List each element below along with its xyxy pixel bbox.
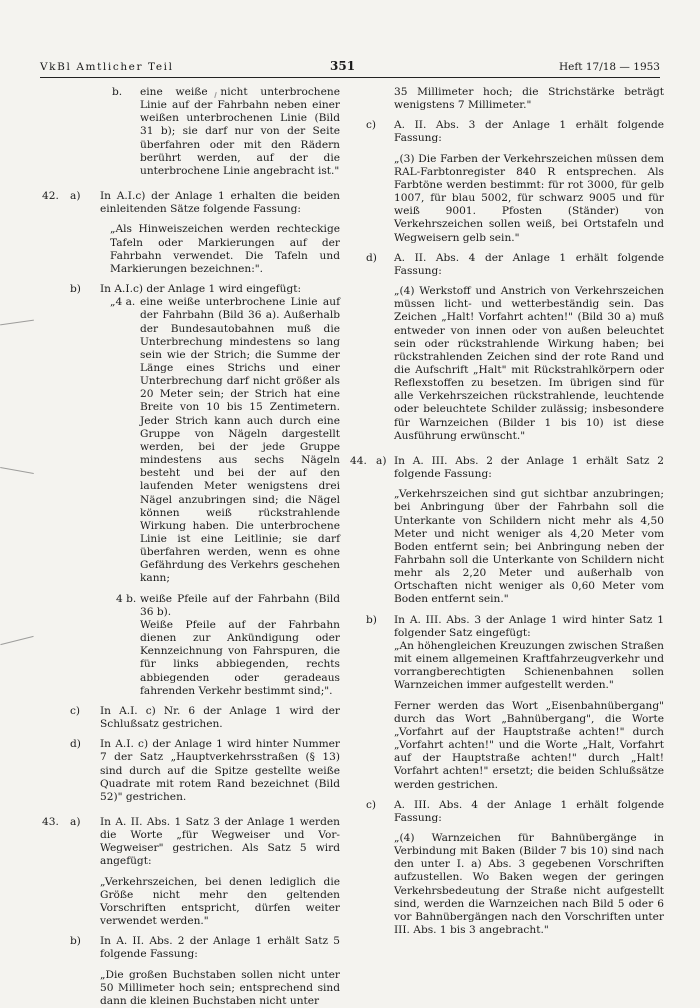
item-text: In A. III. Abs. 2 der Anlage 1 erhält Satz 2 folgende Fassung: bbox=[394, 454, 664, 481]
item-marker: c) bbox=[366, 798, 377, 811]
quote-text: weiße Pfeile auf der Fahrbahn (Bild 36 b). bbox=[140, 592, 340, 618]
quote-44c bbox=[364, 832, 664, 937]
section-43c bbox=[364, 119, 664, 145]
item-marker: c) bbox=[366, 119, 377, 132]
margin-scratch bbox=[0, 636, 33, 645]
item-marker: b) bbox=[70, 283, 81, 296]
header-page-number: 351 bbox=[330, 59, 356, 73]
quote-text: „Verkehrszeichen sind gut sichtbar anzubringen; bei Anbringung über der Fahrbahn soll die Unterkante von Schildern nicht mehr als 4,50 Meter und nicht weniger als 4,20 Meter vom Boden entfernt sein; bei Anbringung neben der Fahrbahn soll die Unterkante von Schildern nicht mehr als 2,20 Meter und außerhalb von Ortschaften nicht weniger als 0,60 Meter vom Boden entfernt sein." bbox=[394, 488, 664, 606]
item-marker: b. bbox=[112, 86, 123, 98]
quote-text: „Als Hinweiszeichen werden rechteckige Tafeln oder Markierungen auf der Fahrbahn verwendet. Die Tafeln und Markierungen bezeichnen:". bbox=[110, 223, 340, 275]
item-marker: „4 a. bbox=[110, 296, 136, 309]
quote-43c bbox=[364, 153, 664, 245]
item-marker: a) bbox=[70, 815, 81, 828]
quote-text: „Die großen Buchstaben sollen nicht unter 50 Millimeter hoch sein; entsprechend sind dann die kleinen Buchstaben nicht unter bbox=[100, 968, 340, 1007]
item-marker: d) bbox=[366, 251, 377, 264]
section-43a bbox=[40, 816, 340, 869]
item-text: A. II. Abs. 4 der Anlage 1 erhält folgende Fassung: bbox=[394, 251, 664, 277]
item-marker: d) bbox=[70, 738, 81, 751]
section-42a bbox=[40, 190, 340, 216]
item-marker: 4 b. bbox=[116, 592, 137, 605]
quote-text: „Verkehrszeichen, bei denen lediglich die Größe nicht mehr den geltenden Vorschriften entspricht, dürfen weiter verwendet werden." bbox=[100, 875, 340, 928]
item-marker: c) bbox=[70, 704, 81, 717]
section-number: 44. bbox=[350, 454, 367, 467]
right-column bbox=[350, 86, 664, 937]
item-text: In A. III. Abs. 3 der Anlage 1 wird hinter Satz 1 folgender Satz eingefügt: bbox=[394, 613, 664, 639]
quote-43a bbox=[40, 876, 340, 929]
quote-42a bbox=[40, 223, 340, 276]
section-43d bbox=[364, 252, 664, 278]
header-journal-title: VkBl Amtlicher Teil bbox=[40, 61, 174, 73]
left-column bbox=[40, 86, 340, 1008]
quote-43b-continued bbox=[364, 86, 664, 112]
quote-text: „(4) Warnzeichen für Bahnübergänge in Verbindung mit Baken (Bilder 7 bis 10) sind nach den unter I. a) Abs. 3 gegebenen Vorschriften aufzustellen. Wo Baken wegen der geringen Verkehrsbedeutung der Straße nicht aufgestellt sind, werden die Warnzeichen nach Bild 5 oder 6 vor Bahnübergängen nach den Vorschriften unter III. Abs. 1 bis 3 angebracht." bbox=[394, 831, 664, 937]
item-b-continued bbox=[40, 86, 340, 178]
quote-text: eine weiße unterbrochene Linie auf der Fahrbahn (Bild 36 a). Außerhalb der Bundesautobahnen muß die Unterbrechung mindestens so lang sein wie der Strich; die Summe der Länge eines Strichs und einer Unterbrechung darf nicht größer als 20 Meter sein; der Strich hat eine Breite von 10 bis 15 Zentimetern. Jeder Strich kann auch durch eine Gruppe von Nägeln dargestellt werden, bei der jede Gruppe mindestens aus sechs Nägeln besteht und bei der auf den laufenden Meter wenigstens drei Nägel anzubringen sind; die Nägel können weiß rückstrahlende Wirkung haben. Die unterbrochene Linie ist eine Leitlinie; sie darf überfahren werden, wenn es ohne Gefährdung des Verkehrs geschehen kann; bbox=[140, 296, 340, 585]
section-44b bbox=[364, 614, 664, 640]
item-text: A. III. Abs. 4 der Anlage 1 erhält folgende Fassung: bbox=[394, 798, 664, 824]
header-rule bbox=[40, 77, 660, 78]
quote-43d bbox=[364, 285, 664, 443]
item-text: In A.I.c) der Anlage 1 erhalten die beiden einleitenden Sätze folgende Fassung: bbox=[100, 190, 340, 216]
quote-text: 35 Millimeter hoch; die Strichstärke beträgt wenigstens 7 Millimeter." bbox=[394, 86, 664, 112]
item-text: In A.I.c) der Anlage 1 wird eingefügt: bbox=[100, 283, 302, 296]
item-marker: b) bbox=[366, 613, 377, 626]
item-text: In A. II. Abs. 2 der Anlage 1 erhält Satz 5 folgende Fassung: bbox=[100, 935, 340, 961]
item-text: A. II. Abs. 3 der Anlage 1 erhält folgende Fassung: bbox=[394, 119, 664, 145]
quote-text: „(3) Die Farben der Verkehrszeichen müssen dem RAL-Farbtonregister 840 R entsprechen. Als Farbtöne werden bestimmt: für rot 3000, für gelb 1007, für blau 5002, für schwarz 9005 und für weiß 9001. Pfosten (Ständer) von Verkehrszeichen sollen weiß, bei Ortstafeln und Wegweisern gelb sein." bbox=[394, 152, 664, 244]
page-header bbox=[40, 61, 660, 77]
item-marker: a) bbox=[376, 454, 387, 467]
section-number: 43. bbox=[42, 815, 59, 828]
item-marker: b) bbox=[70, 935, 81, 948]
quote-44a bbox=[364, 488, 664, 606]
section-43b bbox=[40, 935, 340, 961]
margin-scratch bbox=[0, 320, 34, 326]
header-issue: Heft 17/18 — 1953 bbox=[559, 61, 660, 73]
quote-4a bbox=[40, 296, 340, 585]
quote-text: Weiße Pfeile auf der Fahrbahn dienen zur Ankündigung oder Kennzeichnung von Fahrspuren, die für links abbiegenden, rechts abbiegenden oder geradeaus fahrenden Verkehr bestimmt sind;". bbox=[140, 618, 340, 697]
item-text: eine weiße nicht unterbrochene Linie auf der Fahrbahn neben einer weißen unterbrochenen Linie (Bild 31 b); sie darf nur von der Seite überfahren oder mit den Rädern berührt werden, auf der die unterbrochene Linie angebracht ist." bbox=[140, 86, 340, 177]
section-44a bbox=[350, 454, 664, 481]
item-text: In A. II. Abs. 1 Satz 3 der Anlage 1 werden die Worte „für Wegweiser und Vor-Wegweiser" gestrichen. Als Satz 5 wird angefügt: bbox=[100, 815, 340, 868]
item-text: In A.I. c) Nr. 6 der Anlage 1 wird der Schlußsatz gestrichen. bbox=[100, 704, 340, 731]
section-42c bbox=[40, 705, 340, 731]
quote-text: „An höhengleichen Kreuzungen zwischen Straßen mit einem allgemeinen Kraftfahrzeugverkehr und vorrangberechtigten Schienenbahnen sollen Warnzeichen immer aufgestellt werden." bbox=[394, 639, 664, 692]
section-44c bbox=[364, 799, 664, 825]
item-text: Ferner werden das Wort „Eisenbahnübergang" durch das Wort „Bahnübergang", die Worte „Vorfahrt auf der Hauptstraße achten!" durch „Vorfahrt achten!" und die Worte „Halt, Vorfahrt auf der Hauptstraße achten!" durch „Halt! Vorfahrt achten!" ersetzt; die beiden Schlußsätze werden gestrichen. bbox=[394, 699, 664, 791]
margin-scratch bbox=[0, 467, 34, 474]
quote-44b bbox=[364, 640, 664, 693]
quote-43b bbox=[40, 969, 340, 1008]
section-number: 42. bbox=[42, 190, 59, 203]
section-42b bbox=[40, 283, 340, 296]
quote-4b bbox=[40, 593, 340, 698]
item-text: In A.I. c) der Anlage 1 wird hinter Nummer 7 der Satz „Hauptverkehrsstraßen (§ 13) sind durch auf die Spitze gestellte weiße Quadrate mit rotem Rand bezeichnet (Bild 52)" gestrichen. bbox=[100, 738, 340, 803]
item-marker: a) bbox=[70, 190, 81, 203]
quote-text: „(4) Werkstoff und Anstrich von Verkehrszeichen müssen licht- und wetterbeständig sein. Das Zeichen „Halt! Vorfahrt achten!" (Bild 30 a) muß entweder von innen oder von außen beleuchtet sein oder rückstrahlende Wirkung haben; bei rückstrahlenden Zeichen sind der rote Rand und die Aufschrift „Halt" mit Rückstrahlkörpern oder Reflexstoffen zu besetzen. Im übrigen sind für alle Verkehrszeichen rückstrahlende, leuchtende oder beleuchtete Schilder zulässig; insbesondere für Warnzeichen (Bilder 1 bis 10) ist diese Ausführung erwünscht." bbox=[394, 285, 664, 442]
section-42d bbox=[40, 738, 340, 804]
text-44b-continued bbox=[364, 700, 664, 792]
